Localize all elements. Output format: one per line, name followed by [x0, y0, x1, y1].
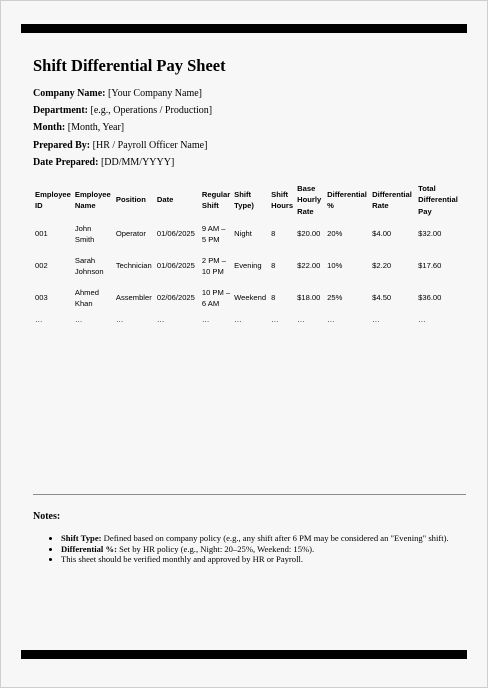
meta-department: Department: [e.g., Operations / Production] — [33, 105, 213, 117]
cell: … — [297, 315, 305, 324]
divider — [33, 494, 466, 495]
note-item: • Differential %: Set by HR policy (e.g., Night: 20–25%, Weekend: 15%). — [61, 544, 461, 555]
header-employee-name: Employee Name — [74, 189, 111, 210]
meta-date-prepared: Date Prepared: [DD/MM/YYYY] — [33, 156, 175, 168]
cell: … — [201, 315, 210, 324]
cell: Assembler — [115, 293, 152, 303]
cell: $36.00 — [418, 293, 442, 303]
table-row — [33, 218, 464, 250]
header-total-differential-pay: Total Differential Pay — [418, 183, 458, 216]
cell: … — [372, 315, 380, 324]
cell: John Smith — [74, 223, 95, 244]
cell: … — [115, 315, 124, 324]
cell: Sarah Johnson — [74, 255, 104, 276]
pay-table — [33, 182, 464, 328]
cell: … — [156, 315, 165, 324]
header-date: Date — [156, 195, 174, 205]
cell: … — [234, 315, 242, 324]
cell: 10% — [327, 261, 343, 271]
note-item: • This sheet should be verified monthly and approved by HR or Payroll. — [61, 554, 461, 565]
header-employee-id: Employee ID — [35, 189, 71, 210]
cell: 8 — [271, 261, 276, 271]
header-base-hourly-rate: Base Hourly Rate — [297, 183, 322, 216]
cell: $4.50 — [372, 293, 392, 303]
cell: 9 AM – 5 PM — [201, 223, 226, 244]
cell: … — [74, 315, 83, 324]
cell: 001 — [35, 229, 48, 239]
table-row — [33, 250, 464, 282]
header-shift-type: Shift Type) — [234, 189, 254, 210]
cell: Evening — [234, 261, 262, 271]
cell: $32.00 — [418, 229, 442, 239]
cell: 8 — [271, 293, 276, 303]
cell: 002 — [35, 261, 48, 271]
notes-list — [43, 533, 461, 565]
cell: $20.00 — [297, 229, 321, 239]
meta-company-name: Company Name: [Your Company Name] — [33, 88, 202, 99]
cell: Technician — [115, 261, 152, 271]
note-item: • Shift Type: Defined based on company policy (e.g., any shift after 6 PM may be considered an "Evening" shift). — [61, 533, 461, 544]
cell: 8 — [271, 229, 276, 239]
cell: $4.00 — [372, 229, 392, 239]
footer-bar — [21, 650, 467, 659]
header-position: Position — [115, 195, 146, 205]
meta-month: Month: [Month, Year] — [33, 122, 125, 134]
header-shift-hours: Shift Hours — [271, 189, 294, 210]
document-meta — [33, 85, 212, 171]
cell: $2.20 — [372, 261, 392, 271]
cell: 2 PM – 10 PM — [201, 255, 226, 276]
cell: Weekend — [234, 293, 267, 303]
cell: 003 — [35, 293, 48, 303]
cell: $18.00 — [297, 293, 321, 303]
notes-heading: Notes: — [33, 511, 61, 522]
table-row-ellipsis — [33, 314, 464, 328]
header-differential-percent: Differential % — [327, 189, 367, 210]
cell: $22.00 — [297, 261, 321, 271]
cell: 02/06/2025 — [156, 293, 195, 303]
cell: 10 PM – 6 AM — [201, 287, 231, 308]
cell: … — [327, 315, 335, 324]
cell: Operator — [115, 229, 146, 239]
header-regular-shift: Regular Shift — [201, 189, 231, 210]
cell: 01/06/2025 — [156, 261, 195, 271]
cell: $17.60 — [418, 261, 442, 271]
cell: … — [35, 315, 43, 324]
cell: Night — [234, 229, 252, 239]
cell: 20% — [327, 229, 343, 239]
cell: … — [418, 315, 426, 324]
table-row — [33, 282, 464, 314]
cell: 01/06/2025 — [156, 229, 195, 239]
meta-prepared-by: Prepared By: [HR / Payroll Officer Name] — [33, 139, 208, 151]
cell: 25% — [327, 293, 343, 303]
header-differential-rate: Differential Rate — [372, 189, 412, 210]
header-bar — [21, 24, 467, 33]
cell: Ahmed Khan — [74, 287, 99, 308]
table-header-row — [33, 182, 464, 218]
page-title: Shift Differential Pay Sheet — [33, 56, 226, 75]
cell: … — [271, 315, 279, 324]
